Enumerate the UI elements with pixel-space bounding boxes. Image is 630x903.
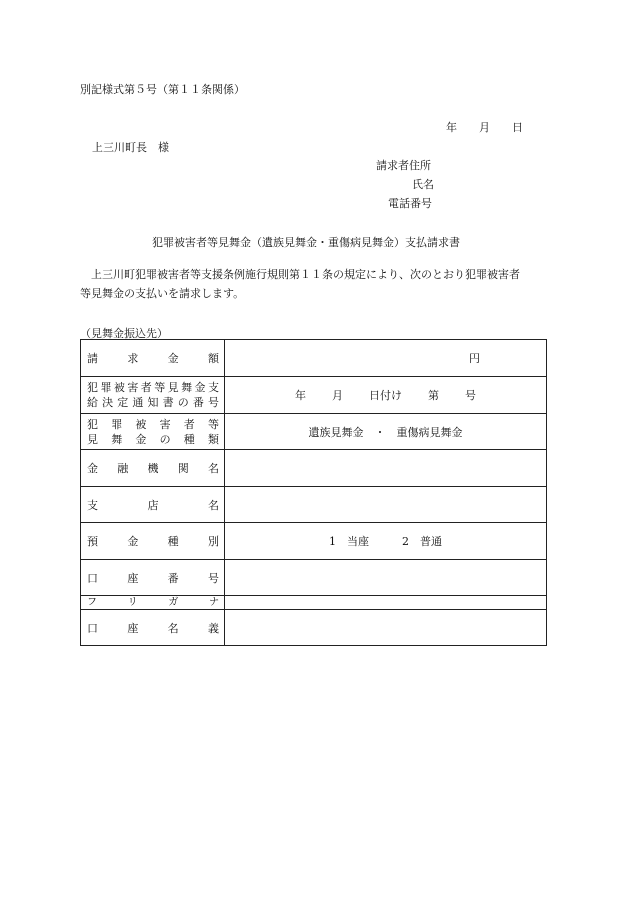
- deposit-type-options[interactable]: 1 当座 2 普通: [225, 523, 547, 560]
- branch-field[interactable]: [225, 487, 547, 523]
- body-line-1: 上三川町犯罪被害者等支援条例施行規則第１１条の規定により、次のとおり犯罪被害者: [91, 268, 520, 281]
- benefit-type-label: 犯 罪 被 害 者 等 見 舞 金 の 種 類: [87, 417, 219, 446]
- notice-label: 犯 罪 被 害 者 等 見 舞 金 支 給 決 定 通 知 書 の 番 号: [87, 381, 219, 409]
- furigana-field[interactable]: [225, 596, 547, 610]
- account-name-label: 口 座 名 義: [87, 621, 219, 635]
- requester-address-label: 請求者住所: [376, 159, 431, 172]
- form-reference: 別記様式第５号（第１１条関係）: [80, 83, 245, 96]
- row-deposit-type: [81, 523, 547, 560]
- branch-label: 支 店 名: [87, 498, 219, 512]
- row-account-name: [81, 610, 547, 646]
- addressee: 上三川町長 様: [92, 141, 169, 154]
- yen-unit: 円: [469, 352, 480, 365]
- row-furigana: [81, 596, 547, 610]
- requester-phone-label: 電話番号: [388, 197, 432, 210]
- payment-table: [80, 339, 547, 646]
- benefit-type-options[interactable]: 遺族見舞金 ・ 重傷病見舞金: [225, 414, 547, 450]
- notice-number-field[interactable]: 年 月 日付け 第 号: [225, 377, 547, 414]
- account-number-field[interactable]: [225, 560, 547, 596]
- bank-label: 金 融 機 関 名: [87, 462, 219, 475]
- requester-name-label: 氏名: [412, 178, 434, 191]
- row-notice-number: [81, 377, 547, 414]
- furigana-label: フ リ ガ ナ: [87, 596, 219, 608]
- row-branch: [81, 487, 547, 523]
- row-account-number: [81, 560, 547, 596]
- body-line-2: 等見舞金の支払いを請求します。: [80, 287, 245, 300]
- amount-label: 請 求 金 額: [87, 352, 219, 365]
- bank-field[interactable]: [225, 450, 547, 487]
- row-amount: [81, 340, 547, 377]
- table-caption: （見舞金振込先）: [80, 327, 168, 340]
- date-month: 月: [479, 121, 490, 134]
- account-name-field[interactable]: [225, 610, 547, 646]
- body-text: [80, 265, 550, 303]
- account-number-label: 口 座 番 号: [87, 571, 219, 585]
- date-line: [446, 119, 523, 135]
- date-day: 日: [512, 121, 523, 134]
- row-bank: [81, 450, 547, 487]
- date-year: 年: [446, 121, 457, 134]
- document-title: 犯罪被害者等見舞金（遺族見舞金・重傷病見舞金）支払請求書: [152, 236, 460, 249]
- amount-field[interactable]: [225, 340, 547, 377]
- row-benefit-type: [81, 414, 547, 450]
- deposit-type-label: 預 金 種 別: [87, 535, 219, 548]
